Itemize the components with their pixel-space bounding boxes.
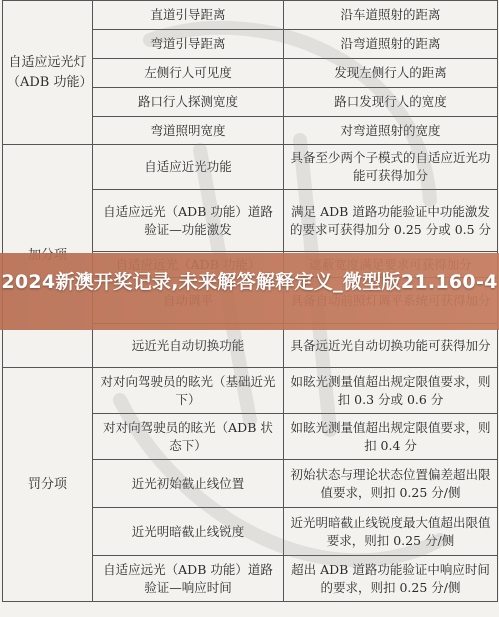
desc-cell: 超出 ADB 道路功能验证中响应时间的要求，则扣 0.25 分/侧: [284, 556, 498, 602]
desc-cell: 如眩光测量值超出规定限值要求，则扣 0.3 分或 0.6 分: [284, 368, 498, 414]
desc-cell: 满足 ADB 道路功能验证中功能激发的要求可获得加分 0.25 分或 0.5 分: [284, 190, 498, 252]
table-row: [3, 1, 498, 30]
item-cell: 自适应远光（ADB 功能）道路验证—功能激发: [93, 190, 284, 252]
item-cell: 路口行人探测宽度: [93, 88, 284, 117]
item-cell: 远近光自动切换功能: [93, 324, 284, 368]
desc-cell: 具备远近光自动切换功能可获得加分: [284, 324, 498, 368]
desc-cell: 沿车道照射的距离: [284, 1, 498, 30]
desc-cell: 沿弯道照射的距离: [284, 30, 498, 59]
category-cell: 罚分项: [3, 368, 93, 602]
table-row: [3, 368, 498, 414]
desc-cell: 对弯道照射的宽度: [284, 117, 498, 145]
item-cell: 近光明暗截止线锐度: [93, 508, 284, 556]
desc-cell: 路口发现行人的宽度: [284, 88, 498, 117]
desc-cell: 初始状态与理论状态位置偏差超出限值要求，则扣 0.25 分/侧: [284, 460, 498, 508]
item-cell: 弯道照明宽度: [93, 117, 284, 145]
item-cell: 近光初始截止线位置: [93, 460, 284, 508]
desc-cell: 具备至少两个子模式的自适应近光功能可获得加分: [284, 145, 498, 190]
table-row: [3, 145, 498, 190]
category-cell: 自适应远光灯（ADB 功能）: [3, 1, 93, 145]
item-cell: 自适应远光（ADB 功能）道路验证—响应时间: [93, 556, 284, 602]
overlay-headline: 2024新澳开奖记录,未来解答解释定义_微型版21.160-4: [1, 271, 498, 293]
item-cell: 对对向驾驶员的眩光（基础近光下）: [93, 368, 284, 414]
item-cell: 左侧行人可见度: [93, 59, 284, 88]
item-cell: 直道引导距离: [93, 1, 284, 30]
desc-cell: 如眩光测量值超出规定限值要求，则扣 0.4 分: [284, 414, 498, 460]
item-cell: 弯道引导距离: [93, 30, 284, 59]
desc-cell: 发现左侧行人的距离: [284, 59, 498, 88]
item-cell: 自适应近光功能: [93, 145, 284, 190]
item-cell: 对对向驾驶员的眩光（ADB 状态下）: [93, 414, 284, 460]
desc-cell: 近光明暗截止线锐度最大值超出限值要求，则扣 0.25 分/侧: [284, 508, 498, 556]
